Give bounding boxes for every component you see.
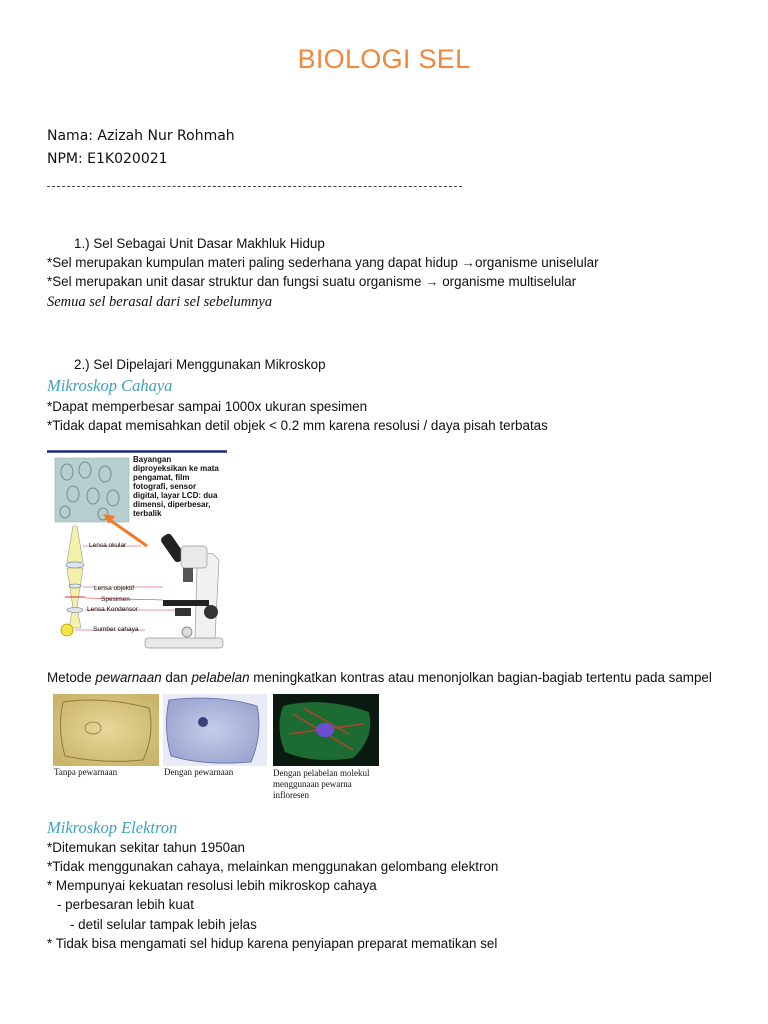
unstained-cell-image	[53, 694, 159, 766]
caption-line: digital, layar LCD: dua	[133, 491, 218, 500]
projected-image	[55, 458, 129, 522]
section1-line1: *Sel merupakan kumpulan materi paling sederhana yang dapat hidup →organisme uniselular	[47, 255, 599, 270]
electron-line3b: - detil selular tampak lebih jelas	[70, 917, 257, 932]
section1-line2: *Sel merupakan unit dasar struktur dan fungsi suatu organisme → organisme multiselular	[47, 274, 577, 289]
label-objective: Lensa objektif	[94, 585, 135, 592]
light-line1: *Dapat memperbesar sampai 1000x ukuran spesimen	[47, 399, 368, 414]
section2-heading: 2.) Sel Dipelajari Menggunakan Mikroskop	[74, 357, 326, 372]
stain-term-pewarnaan: pewarnaan	[95, 670, 162, 685]
light-microscope-heading: Mikroskop Cahaya	[47, 376, 173, 395]
label-ocular: Lensa okular	[89, 542, 127, 549]
caption-unstained: Tanpa pewarnaan	[54, 767, 118, 777]
author-name: Nama: Azizah Nur Rohmah	[47, 128, 235, 144]
light-bulb-icon	[61, 624, 73, 636]
dashed-divider	[47, 186, 462, 187]
section1-heading: 1.) Sel Sebagai Unit Dasar Makhluk Hidup	[74, 236, 325, 251]
caption-line: terbalik	[133, 509, 162, 518]
caption-fluorescent-3: infloresen	[273, 790, 309, 800]
caption-stained: Dengan pewarnaan	[164, 767, 234, 777]
author-npm: NPM: E1K020021	[47, 151, 168, 167]
microscope-icon	[145, 532, 223, 648]
light-microscope-figure	[47, 450, 233, 652]
stain-suffix: meningkatkan kontras atau menonjolkan bagian-bagiab tertentu pada sampel	[249, 670, 712, 685]
electron-line4: * Tidak bisa mengamati sel hidup karena penyiapan preparat mematikan sel	[47, 936, 498, 951]
staining-figure	[53, 694, 379, 804]
stain-mid: dan	[161, 670, 192, 685]
caption-line: dimensi, diperbesar,	[133, 500, 211, 509]
stain-prefix: Metode	[47, 670, 96, 685]
caption-line: diproyeksikan ke mata	[133, 464, 219, 473]
caption-fluorescent-2: menggunaan pewarna	[273, 779, 352, 789]
page-title: BIOLOGI SEL	[297, 44, 471, 74]
section1-note: Semua sel berasal dari sel sebelumnya	[47, 294, 273, 310]
electron-line3a: - perbesaran lebih kuat	[57, 897, 194, 912]
electron-microscope-heading: Mikroskop Elektron	[47, 818, 178, 837]
stain-term-pelabelan: pelabelan	[191, 670, 250, 685]
electron-line2: *Tidak menggunakan cahaya, melainkan menggunakan gelombang elektron	[47, 859, 499, 874]
light-line2: *Tidak dapat memisahkan detil objek < 0.2 mm karena resolusi / daya pisah terbatas	[47, 418, 548, 433]
caption-line: Bayangan	[133, 455, 172, 464]
label-specimen: Spesimen	[101, 596, 130, 603]
label-light-source: Sumber cahaya	[93, 626, 139, 633]
caption-line: fotografi, sensor	[133, 482, 197, 491]
caption-line: pengamat, film	[133, 473, 190, 482]
caption-fluorescent-1: Dengan pelabelan molekul	[273, 768, 370, 778]
electron-line1: *Ditemukan sekitar tahun 1950an	[47, 840, 246, 855]
label-condenser: Lensa Kondensor	[87, 606, 138, 613]
staining-sentence	[47, 670, 712, 685]
electron-line3: * Mempunyai kekuatan resolusi lebih mikroskop cahaya	[47, 878, 377, 893]
